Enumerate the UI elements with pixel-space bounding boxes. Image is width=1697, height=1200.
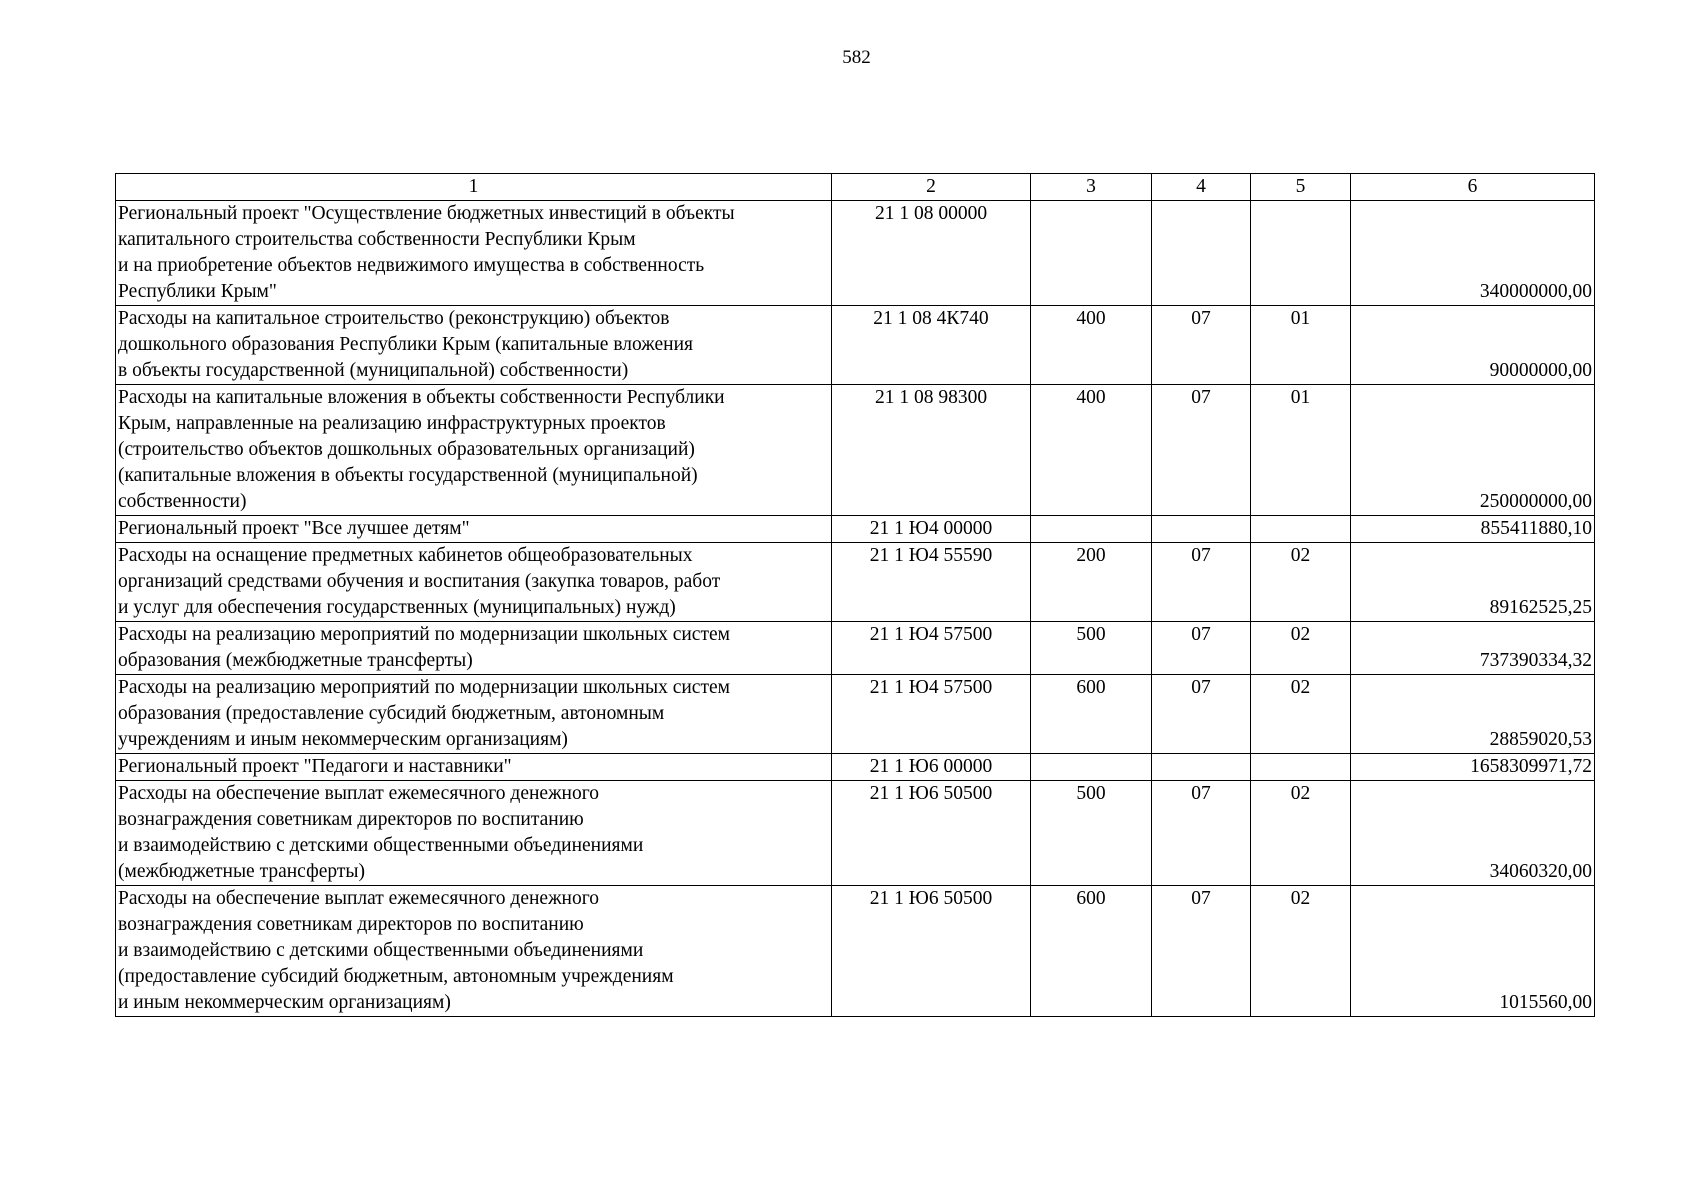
expense-name-line: Расходы на капитальные вложения в объекты собственности Республики [118,387,725,408]
table-row [116,201,1595,306]
amount-cell: 1015560,00 [1351,886,1595,1017]
expense-name-line: Расходы на обеспечение выплат ежемесячного денежного [118,783,600,804]
section-code: 07 [1152,675,1251,754]
expense-type-code: 500 [1031,781,1152,886]
section-code: 07 [1152,385,1251,516]
table-row [116,675,1595,754]
table-row [116,886,1595,1017]
target-article-code: 21 1 Ю4 55590 [832,543,1031,622]
expense-name-cell [116,781,832,886]
target-article-code: 21 1 Ю6 00000 [832,754,1031,781]
amount-cell: 855411880,10 [1351,516,1595,543]
expense-type-code [1031,754,1152,781]
page-number: 582 [842,47,871,68]
expense-type-code [1031,516,1152,543]
expense-type-code: 600 [1031,886,1152,1017]
target-article-code: 21 1 Ю6 50500 [832,886,1031,1017]
expense-type-code: 600 [1031,675,1152,754]
table-header-row [116,174,1595,201]
expense-name-line: вознаграждения советникам директоров по воспитанию [118,809,584,830]
expense-name-line: и иным некоммерческим организациям) [118,992,451,1013]
target-article-code: 21 1 08 98300 [832,385,1031,516]
expense-name-cell [116,201,832,306]
subsection-code: 02 [1251,781,1351,886]
table-row [116,754,1595,781]
section-code [1152,516,1251,543]
expense-name-line: (капитальные вложения в объекты государственной (муниципальной) [118,465,698,486]
subsection-code: 02 [1251,675,1351,754]
expense-name-line: Расходы на реализацию мероприятий по модернизации школьных систем [118,624,730,645]
table-row [116,622,1595,675]
section-code: 07 [1152,886,1251,1017]
expense-name-line: (строительство объектов дошкольных образовательных организаций) [118,439,695,460]
target-article-code: 21 1 Ю6 50500 [832,781,1031,886]
expense-name-line: Региональный проект "Все лучшее детям" [118,518,470,539]
column-header-1: 1 [116,174,832,201]
expense-name-line: образования (межбюджетные трансферты) [118,650,473,671]
amount-cell: 89162525,25 [1351,543,1595,622]
subsection-code [1251,516,1351,543]
expense-name-line: в объекты государственной (муниципальной) собственности) [118,360,629,381]
target-article-code: 21 1 Ю4 00000 [832,516,1031,543]
expense-name-cell [116,385,832,516]
target-article-code: 21 1 Ю4 57500 [832,675,1031,754]
section-code: 07 [1152,781,1251,886]
amount-cell: 28859020,53 [1351,675,1595,754]
expense-name-line: Региональный проект "Педагоги и наставники" [118,756,512,777]
target-article-code: 21 1 Ю4 57500 [832,622,1031,675]
section-code [1152,754,1251,781]
expense-type-code: 400 [1031,385,1152,516]
subsection-code: 01 [1251,385,1351,516]
table-row [116,306,1595,385]
expense-name-line: Расходы на обеспечение выплат ежемесячного денежного [118,888,600,909]
amount-cell: 1658309971,72 [1351,754,1595,781]
column-header-5: 5 [1251,174,1351,201]
expense-name-line: (межбюджетные трансферты) [118,861,365,882]
section-code: 07 [1152,306,1251,385]
subsection-code [1251,754,1351,781]
expense-name-line: и взаимодействию с детскими общественными объединениями [118,835,644,856]
target-article-code: 21 1 08 00000 [832,201,1031,306]
expense-name-line: и услуг для обеспечения государственных (муниципальных) нужд) [118,597,676,618]
table-row [116,385,1595,516]
column-header-4: 4 [1152,174,1251,201]
subsection-code: 02 [1251,886,1351,1017]
amount-cell: 250000000,00 [1351,385,1595,516]
table-body [116,201,1595,1017]
amount-cell: 90000000,00 [1351,306,1595,385]
amount-cell: 340000000,00 [1351,201,1595,306]
column-header-6: 6 [1351,174,1595,201]
expense-name-cell [116,543,832,622]
column-header-2: 2 [832,174,1031,201]
target-article-code: 21 1 08 4К740 [832,306,1031,385]
expense-name-line: собственности) [118,491,247,512]
expense-name-cell [116,516,832,543]
expense-name-line: Расходы на капитальное строительство (реконструкцию) объектов [118,308,670,329]
expense-name-cell [116,886,832,1017]
subsection-code: 02 [1251,543,1351,622]
expense-name-line: и взаимодействию с детскими общественными объединениями [118,940,644,961]
expense-name-line: капитального строительства собственности Республики Крым [118,229,636,250]
table-row [116,516,1595,543]
expense-name-line: дошкольного образования Республики Крым (капитальные вложения [118,334,693,355]
expense-name-line: и на приобретение объектов недвижимого имущества в собственность [118,255,705,276]
section-code [1152,201,1251,306]
expense-name-line: учреждениям и иным некоммерческим организациям) [118,729,568,750]
expense-name-line: образования (предоставление субсидий бюджетным, автономным [118,703,665,724]
subsection-code: 02 [1251,622,1351,675]
column-header-3: 3 [1031,174,1152,201]
subsection-code [1251,201,1351,306]
expense-name-cell [116,306,832,385]
expense-type-code: 500 [1031,622,1152,675]
expense-name-line: организаций средствами обучения и воспитания (закупка товаров, работ [118,571,721,592]
expense-name-line: (предоставление субсидий бюджетным, автономным учреждениям [118,966,674,987]
expense-type-code: 400 [1031,306,1152,385]
budget-table [115,173,1595,1017]
subsection-code: 01 [1251,306,1351,385]
table-row [116,781,1595,886]
section-code: 07 [1152,622,1251,675]
expense-type-code: 200 [1031,543,1152,622]
expense-type-code [1031,201,1152,306]
amount-cell: 34060320,00 [1351,781,1595,886]
table-row [116,543,1595,622]
expense-name-line: Республики Крым" [118,281,277,302]
expense-name-line: вознаграждения советникам директоров по воспитанию [118,914,584,935]
expense-name-line: Крым, направленные на реализацию инфраструктурных проектов [118,413,666,434]
expense-name-cell [116,675,832,754]
expense-name-cell [116,622,832,675]
expense-name-line: Расходы на реализацию мероприятий по модернизации школьных систем [118,677,730,698]
expense-name-line: Региональный проект "Осуществление бюджетных инвестиций в объекты [118,203,735,224]
amount-cell: 737390334,32 [1351,622,1595,675]
expense-name-cell [116,754,832,781]
expense-name-line: Расходы на оснащение предметных кабинетов общеобразовательных [118,545,693,566]
section-code: 07 [1152,543,1251,622]
